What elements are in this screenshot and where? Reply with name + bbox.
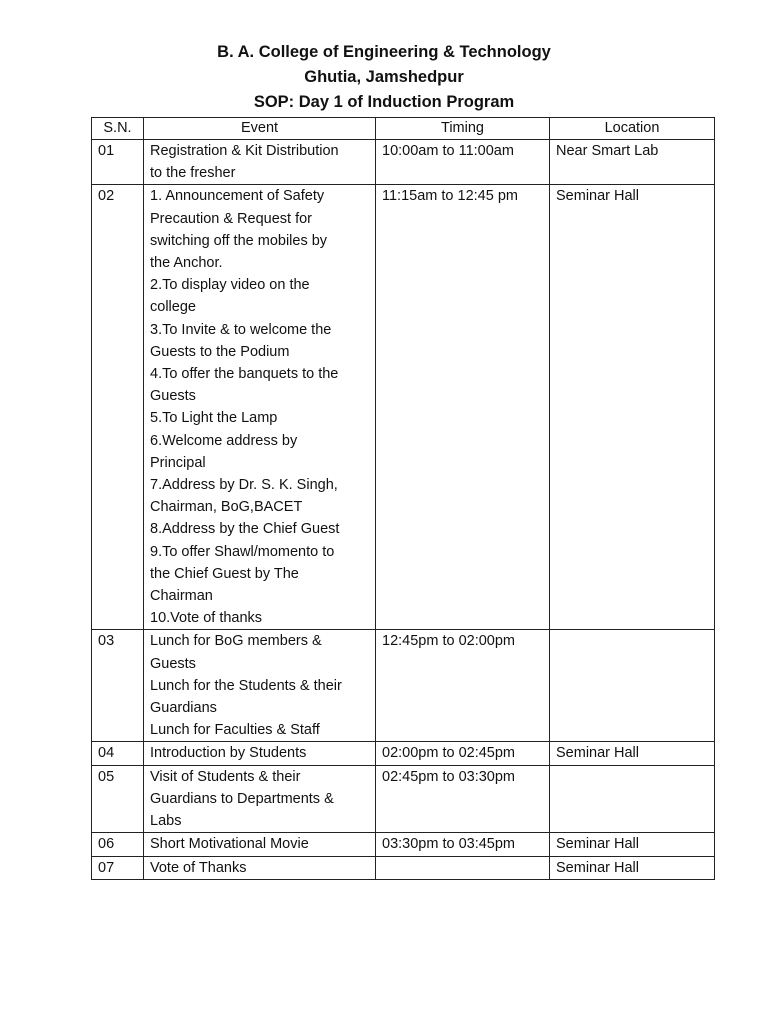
- college-name: B. A. College of Engineering & Technology: [217, 43, 551, 61]
- event-line: 9.To offer Shawl/momento to: [150, 543, 335, 560]
- event-line: 6.Welcome address by: [150, 432, 298, 449]
- event-line: Short Motivational Movie: [150, 836, 309, 853]
- event-line: Principal: [150, 454, 206, 471]
- column-header-timing: Timing: [376, 118, 550, 140]
- cell-location: Near Smart Lab: [550, 140, 715, 185]
- event-line: Precaution & Request for: [150, 210, 313, 227]
- table-body: [92, 140, 715, 880]
- cell-event: [144, 140, 376, 185]
- cell-event: [144, 742, 376, 765]
- event-line: Lunch for BoG members &: [150, 633, 322, 650]
- cell-timing: 10:00am to 11:00am: [376, 140, 550, 185]
- event-line: college: [150, 299, 196, 316]
- event-line: Guests: [150, 655, 196, 672]
- cell-sn: 06: [92, 833, 144, 856]
- event-line: 5.To Light the Lamp: [150, 410, 278, 427]
- table-row: [92, 630, 715, 742]
- event-line: Registration & Kit Distribution: [150, 143, 339, 159]
- cell-sn: 07: [92, 856, 144, 879]
- cell-timing: 11:15am to 12:45 pm: [376, 185, 550, 630]
- cell-timing: 02:00pm to 02:45pm: [376, 742, 550, 765]
- event-line: Chairman: [150, 588, 213, 605]
- cell-sn: 04: [92, 742, 144, 765]
- cell-event: [144, 630, 376, 742]
- event-line: Guests to the Podium: [150, 343, 290, 360]
- schedule-table: [91, 117, 715, 880]
- cell-event: [144, 856, 376, 879]
- cell-event: [144, 765, 376, 833]
- event-line: the Anchor.: [150, 255, 223, 272]
- column-header-location: Location: [550, 118, 715, 140]
- document-title: SOP: Day 1 of Induction Program: [253, 93, 515, 111]
- college-location: Ghutia, Jamshedpur: [304, 68, 464, 86]
- cell-timing: [376, 856, 550, 879]
- cell-sn: 01: [92, 140, 144, 185]
- cell-location: Seminar Hall: [550, 185, 715, 630]
- cell-sn: 03: [92, 630, 144, 742]
- event-line: Lunch for Faculties & Staff: [150, 722, 320, 739]
- cell-event: [144, 185, 376, 630]
- cell-timing: 03:30pm to 03:45pm: [376, 833, 550, 856]
- cell-location: Seminar Hall: [550, 833, 715, 856]
- event-line: 2.To display video on the: [150, 277, 310, 294]
- table-row: [92, 765, 715, 833]
- column-header-event: Event: [144, 118, 376, 140]
- cell-location: Seminar Hall: [550, 742, 715, 765]
- table-row: [92, 140, 715, 185]
- event-line: Labs: [150, 813, 182, 830]
- event-line: to the fresher: [150, 165, 236, 182]
- event-line: Vote of Thanks: [150, 859, 247, 876]
- event-line: switching off the mobiles by: [150, 232, 328, 249]
- cell-timing: 12:45pm to 02:00pm: [376, 630, 550, 742]
- event-line: 1. Announcement of Safety: [150, 188, 325, 205]
- table-row: [92, 185, 715, 630]
- document-header: [0, 40, 768, 115]
- event-line: Visit of Students & their: [150, 768, 301, 785]
- event-line: the Chief Guest by The: [150, 565, 299, 582]
- cell-timing: 02:45pm to 03:30pm: [376, 765, 550, 833]
- event-line: 8.Address by the Chief Guest: [150, 521, 340, 538]
- event-line: Guardians to Departments &: [150, 790, 334, 807]
- event-line: 10.Vote of thanks: [150, 610, 263, 627]
- table-row: [92, 856, 715, 879]
- event-line: Guardians: [150, 700, 217, 717]
- cell-sn: 05: [92, 765, 144, 833]
- cell-location: [550, 765, 715, 833]
- cell-event: [144, 833, 376, 856]
- event-line: 4.To offer the banquets to the: [150, 366, 339, 383]
- column-header-sn: S.N.: [92, 118, 144, 140]
- table-header-row: [92, 118, 715, 140]
- event-line: Introduction by Students: [150, 745, 307, 762]
- event-line: 3.To Invite & to welcome the: [150, 321, 332, 338]
- event-line: Lunch for the Students & their: [150, 677, 342, 694]
- event-line: Guests: [150, 388, 196, 405]
- cell-location: [550, 630, 715, 742]
- cell-sn: 02: [92, 185, 144, 630]
- table-row: [92, 833, 715, 856]
- event-line: 7.Address by Dr. S. K. Singh,: [150, 477, 338, 494]
- table-row: [92, 742, 715, 765]
- event-line: Chairman, BoG,BACET: [150, 499, 303, 516]
- cell-location: Seminar Hall: [550, 856, 715, 879]
